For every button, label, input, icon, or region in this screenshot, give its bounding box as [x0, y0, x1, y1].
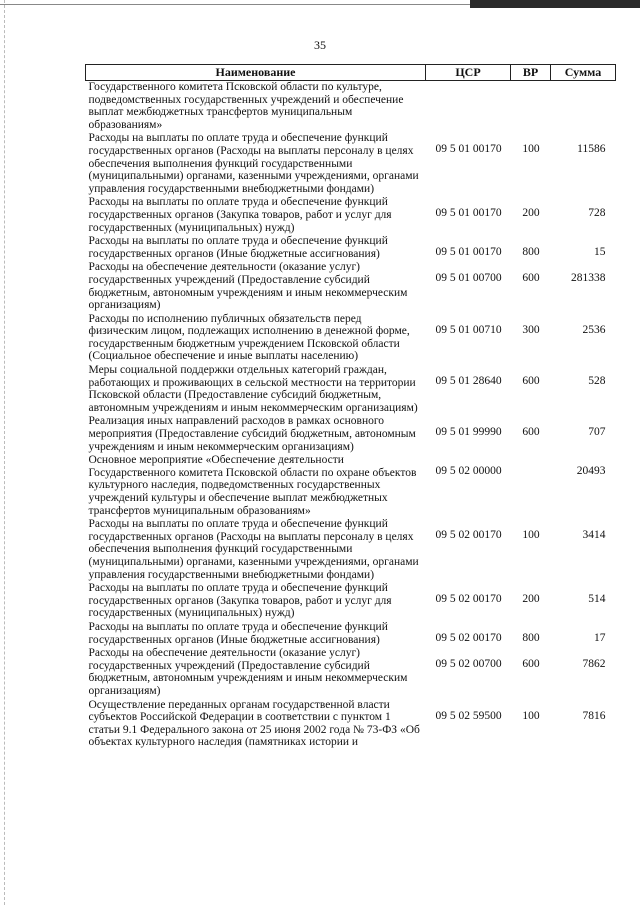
row-csr: 09 5 02 00000	[435, 465, 502, 478]
row-amount: 7862	[582, 658, 606, 671]
header-csr: ЦСР	[426, 65, 511, 81]
row-csr: 09 5 01 00700	[435, 272, 502, 285]
row-name: Реализация иных направлений расходов в рамках основного мероприятия (Предоставление субсидий бюджетным, автономным учреждениям и иным некоммерческим организациям)	[88, 415, 416, 453]
row-vr: 600	[522, 272, 540, 285]
table-row	[86, 581, 616, 620]
budget-table	[85, 64, 616, 749]
row-amount: 15	[594, 246, 606, 259]
row-vr	[511, 453, 551, 517]
row-csr: 09 5 02 00170	[435, 593, 502, 606]
table-row	[86, 81, 616, 132]
row-vr: 800	[522, 631, 540, 644]
row-vr: 300	[522, 323, 540, 336]
row-csr: 09 5 02 00700	[435, 658, 502, 671]
scan-left-edge	[0, 0, 5, 905]
table-row	[86, 698, 616, 749]
row-csr: 09 5 02 59500	[435, 709, 502, 722]
row-csr: 09 5 01 99990	[435, 426, 502, 439]
row-vr: 600	[522, 375, 540, 388]
table-row	[86, 312, 616, 363]
row-csr: 09 5 01 00710	[435, 323, 502, 336]
row-vr: 600	[522, 658, 540, 671]
row-name: Расходы на выплаты по оплате труда и обеспечение функций государственных органов (Иные бюджетные ассигнования)	[88, 620, 388, 646]
table-row	[86, 234, 616, 260]
row-name: Осуществление переданных органам государственной власти субъектов Российской Федерации в соответствии с пунктом 1 статьи 9.1 Федерального закона от 25 июня 2002 года № 73-ФЗ «Об объектах культурного наследия (памятниках истории и	[88, 698, 420, 749]
row-amount: 17	[594, 631, 606, 644]
row-csr: 09 5 01 00170	[435, 207, 502, 220]
scan-dark-strip	[470, 0, 640, 8]
row-csr	[426, 81, 511, 132]
row-amount: 281338	[571, 272, 606, 285]
table-header-row	[86, 65, 616, 81]
table-row	[86, 131, 616, 195]
row-amount: 7816	[582, 709, 606, 722]
row-csr: 09 5 02 00170	[435, 529, 502, 542]
row-amount: 20493	[576, 465, 606, 478]
header-name: Наименование	[86, 65, 426, 81]
table-row	[86, 260, 616, 311]
row-name: Меры социальной поддержки отдельных категорий граждан, работающих и проживающих в сельской местности на территории Псковской области (Предоставление субсидий бюджетным, автономным учреждениям и иным некоммерческим организациям)	[88, 364, 418, 414]
row-name: Государственного комитета Псковской области по культуре, подведомственных государственных учреждений и обеспечение выплат межбюджетных трансфертов муниципальным образованиям»	[88, 81, 404, 131]
row-vr: 100	[522, 143, 540, 156]
row-name: Расходы на выплаты по оплате труда и обеспечение функций государственных органов (Закупка товаров, работ и услуг для государственных (муниципальных) нужд)	[88, 582, 392, 620]
row-name: Расходы по исполнению публичных обязательств перед физическим лицом, подлежащих исполнению в денежной форме, государственным бюджетным учреждением Псковской области (Социальное обеспечение и иные выплаты населению)	[88, 312, 410, 363]
row-vr: 100	[522, 529, 540, 542]
table-row	[86, 363, 616, 414]
table-row	[86, 517, 616, 581]
row-vr: 200	[522, 593, 540, 606]
row-amount: 528	[588, 375, 606, 388]
scan-top-border	[0, 0, 640, 10]
table-row	[86, 195, 616, 234]
row-name: Расходы на выплаты по оплате труда и обеспечение функций государственных органов (Расходы на выплаты персоналу в целях обеспечения выполнения функций государственными (муниципальными) органами, казенными учреждениями, органами управления государственными внебюджетными фондами)	[88, 132, 419, 195]
header-amount: Сумма	[551, 65, 616, 81]
row-name: Расходы на выплаты по оплате труда и обеспечение функций государственных органов (Расходы на выплаты персоналу в целях обеспечения выполнения функций государственными (муниципальными) органами, казенными учреждениями, органами управления государственными внебюджетными фондами)	[88, 518, 419, 581]
row-name: Расходы на обеспечение деятельности (оказание услуг) государственных учреждений (Предоставление субсидий бюджетным, автономным учреждениям и иным некоммерческим организациям)	[88, 261, 408, 312]
row-vr: 200	[522, 207, 540, 220]
header-vr: ВР	[511, 65, 551, 81]
row-csr: 09 5 01 28640	[435, 375, 502, 388]
row-amount	[551, 81, 616, 132]
row-vr: 800	[522, 246, 540, 259]
row-amount: 707	[588, 426, 606, 439]
row-amount: 2536	[582, 323, 606, 336]
row-amount: 3414	[582, 529, 606, 542]
row-amount: 11586	[577, 143, 606, 156]
row-vr: 100	[522, 709, 540, 722]
row-amount: 514	[588, 593, 606, 606]
table-row	[86, 646, 616, 697]
row-name: Расходы на выплаты по оплате труда и обеспечение функций государственных органов (Иные бюджетные ассигнования)	[88, 235, 388, 260]
row-vr	[511, 81, 551, 132]
row-name: Расходы на обеспечение деятельности (оказание услуг) государственных учреждений (Предоставление субсидий бюджетным, автономным учреждениям и иным некоммерческим организациям)	[88, 647, 408, 697]
row-csr: 09 5 01 00170	[435, 143, 502, 156]
row-vr: 600	[522, 426, 540, 439]
row-csr: 09 5 02 00170	[435, 631, 502, 644]
page-number: 35	[314, 38, 326, 52]
row-csr: 09 5 01 00170	[435, 246, 502, 259]
row-amount: 728	[588, 207, 606, 220]
table-row	[86, 453, 616, 517]
table-row	[86, 620, 616, 646]
row-name: Основное мероприятие «Обеспечение деятельности Государственного комитета Псковской области по охране объектов культурного наследия, подведомственных государственных учреждений культуры и обеспечение выплат межбюджетных трансфертов муниципальным образованиям»	[88, 454, 417, 517]
table-row	[86, 414, 616, 453]
row-name: Расходы на выплаты по оплате труда и обеспечение функций государственных органов (Закупка товаров, работ и услуг для государственных (муниципальных) нужд)	[88, 196, 392, 234]
